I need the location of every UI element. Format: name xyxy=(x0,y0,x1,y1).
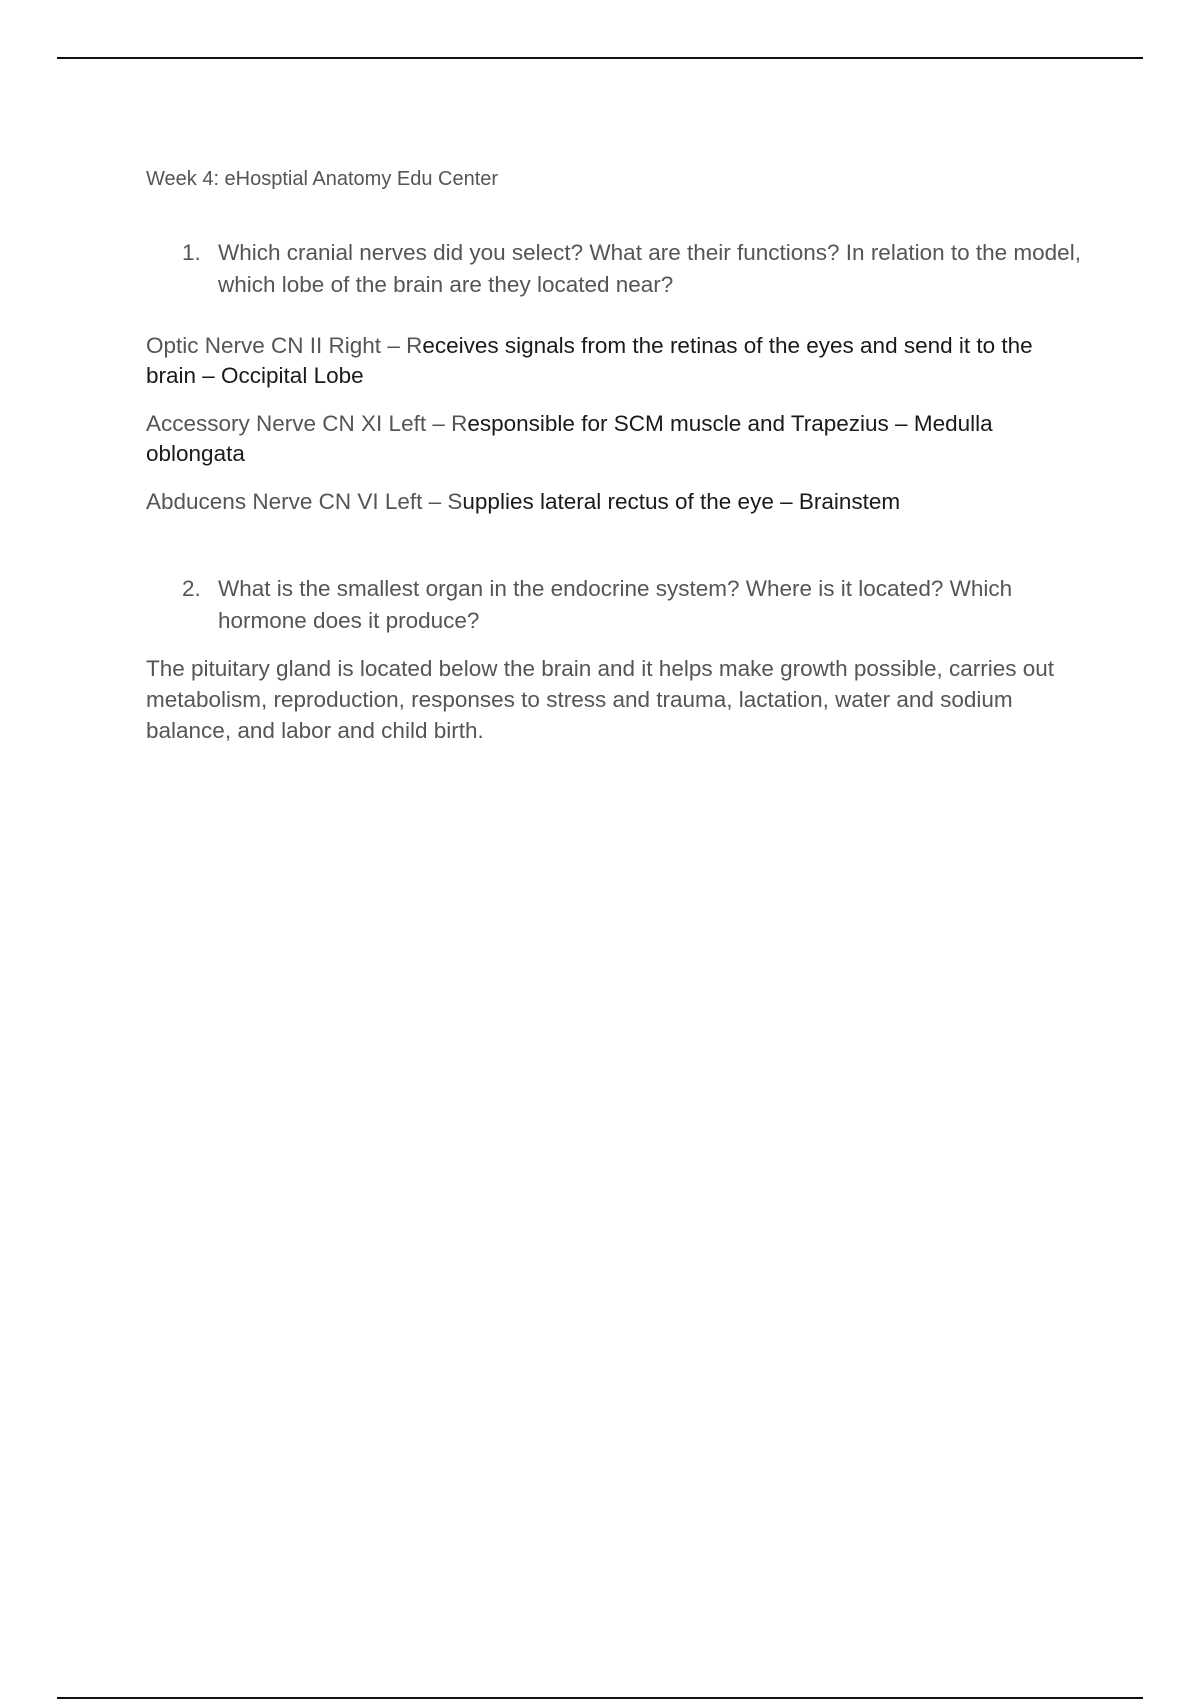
answer-lead: Accessory Nerve CN XI Left – R xyxy=(146,411,468,436)
question-number: 1. xyxy=(182,240,201,265)
question-2 xyxy=(182,573,1086,637)
answer-accessory-nerve xyxy=(146,409,1086,469)
answer-detail: eceives signals from the retinas of the eyes and send it to the brain – Occipital Lobe xyxy=(146,333,1033,388)
bottom-rule xyxy=(57,1697,1143,1699)
answer-pituitary: The pituitary gland is located below the brain and it helps make growth possible, carries out metabolism, reproduction, responses to stress and trauma, lactation, water and sodium balance, and labor and child birth. xyxy=(146,656,1054,743)
question-text: What is the smallest organ in the endocrine system? Where is it located? Which hormone does it produce? xyxy=(218,576,1013,633)
answer-detail: esponsible for SCM muscle and Trapezius – Medulla oblongata xyxy=(146,411,993,466)
document-title: Week 4: eHosptial Anatomy Edu Center xyxy=(146,168,499,190)
document-body xyxy=(146,165,1086,746)
answer-optic-nerve xyxy=(146,331,1086,391)
question-number: 2. xyxy=(182,576,201,601)
question-text: Which cranial nerves did you select? What are their functions? In relation to the model, which lobe of the brain are they located near? xyxy=(218,240,1081,297)
answer-lead: Abducens Nerve CN VI Left – S xyxy=(146,489,463,514)
question-1 xyxy=(182,237,1086,301)
answer-abducens-nerve xyxy=(146,487,1086,517)
answer-detail: upplies lateral rectus of the eye – Brainstem xyxy=(462,489,901,514)
top-rule xyxy=(57,57,1143,59)
answer-lead: Optic Nerve CN II Right – R xyxy=(146,333,423,358)
